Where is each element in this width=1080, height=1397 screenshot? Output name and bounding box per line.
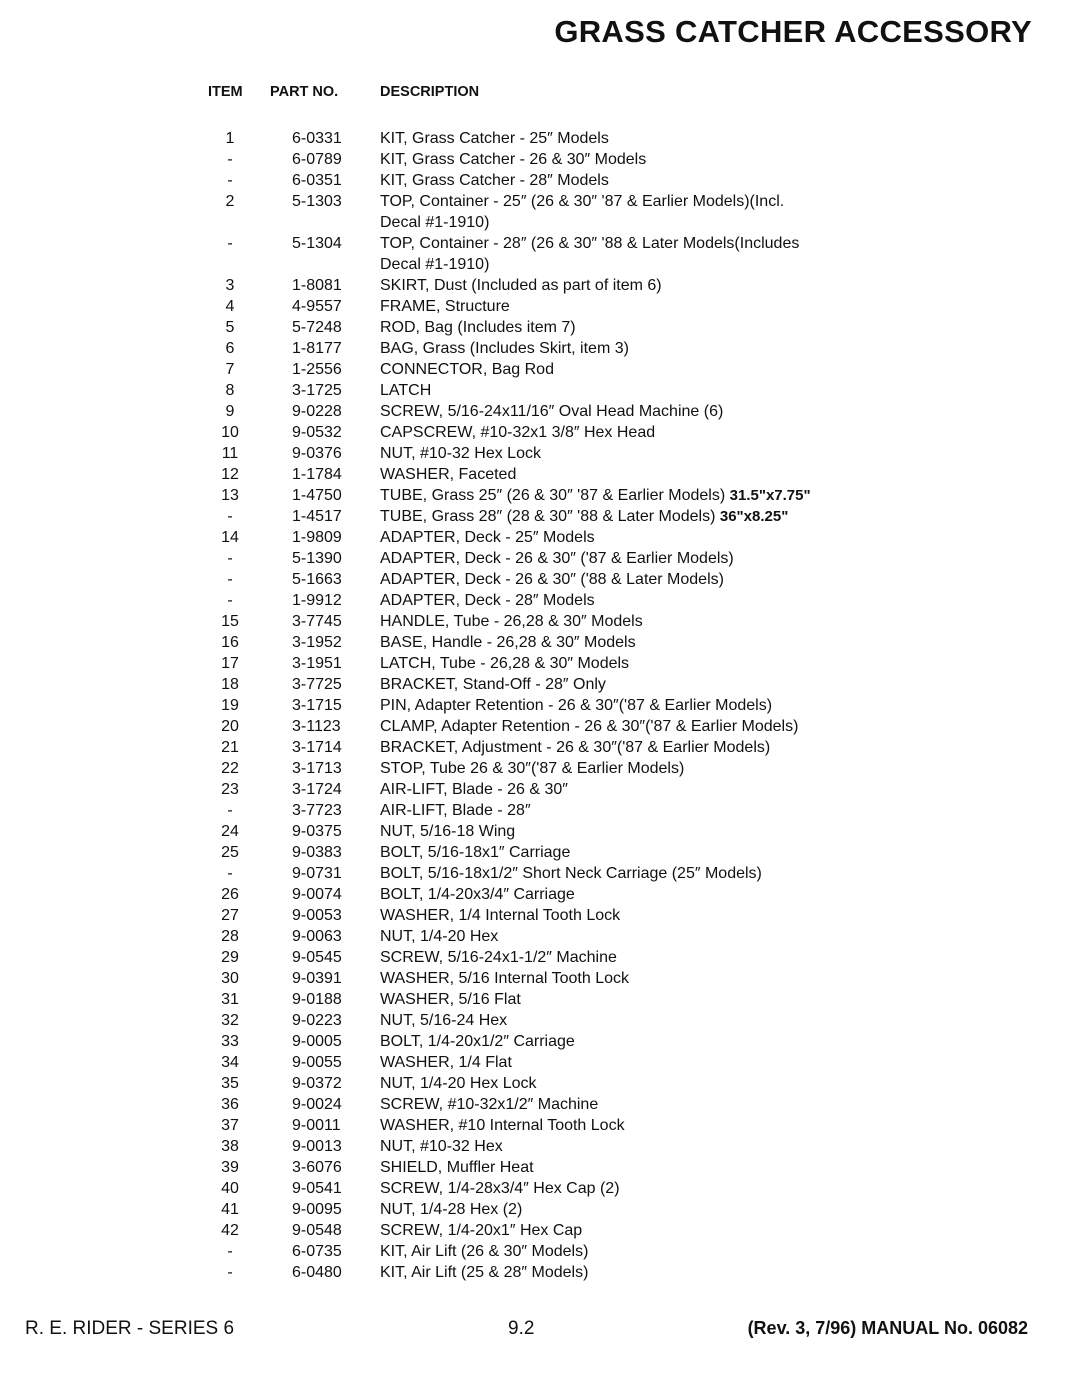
table-row [200, 506, 960, 527]
table-row [200, 737, 960, 758]
tube-size: 31.5"x7.75" [729, 487, 811, 504]
part-description [380, 149, 646, 170]
part-number: 3-1714 [292, 739, 342, 756]
table-row [200, 569, 960, 590]
description-text: SCREW, #10-32x1/2″ Machine [380, 1096, 599, 1113]
item-number: 37 [221, 1117, 239, 1134]
item-number: 29 [221, 949, 239, 966]
part-description [380, 170, 609, 191]
part-number: 3-1713 [292, 760, 342, 777]
parts-list [200, 128, 960, 1283]
part-description [380, 548, 734, 569]
part-description [380, 695, 772, 716]
description-text: WASHER, #10 Internal Tooth Lock [380, 1117, 625, 1134]
column-header-item: ITEM [208, 84, 243, 100]
part-description [380, 1052, 512, 1073]
item-number: 39 [221, 1159, 239, 1176]
description-text: BOLT, 5/16-18x1/2″ Short Neck Carriage (25″ Models) [380, 865, 762, 882]
part-number: 5-1390 [292, 550, 342, 567]
item-number: 41 [221, 1201, 239, 1218]
item-number: 26 [221, 886, 239, 903]
table-row [200, 1262, 960, 1283]
part-number: 9-0541 [292, 1180, 342, 1197]
part-description [380, 296, 510, 317]
part-description [380, 842, 570, 863]
item-number: 36 [221, 1096, 239, 1113]
description-text: AIR-LIFT, Blade - 26 & 30″ [380, 781, 568, 798]
table-row [200, 296, 960, 317]
part-description [380, 737, 770, 758]
part-number: 9-0391 [292, 970, 342, 987]
item-number: - [227, 1243, 233, 1260]
part-description [380, 191, 784, 233]
description-text: CAPSCREW, #10-32x1 3/8″ Hex Head [380, 424, 656, 441]
table-row [200, 1241, 960, 1262]
item-number: 19 [221, 697, 239, 714]
table-row [200, 653, 960, 674]
part-number: 9-0024 [292, 1096, 342, 1113]
part-number: 9-0053 [292, 907, 342, 924]
item-number: - [227, 508, 233, 525]
description-text: HANDLE, Tube - 26,28 & 30″ Models [380, 613, 643, 630]
part-description [380, 464, 516, 485]
part-description [380, 1178, 620, 1199]
item-number: 34 [221, 1054, 239, 1071]
column-header-part-no: PART NO. [270, 84, 339, 100]
part-description [380, 275, 662, 296]
part-description [380, 968, 629, 989]
item-number: 1 [225, 130, 235, 147]
description-text: SCREW, 5/16-24x11/16″ Oval Head Machine (6) [380, 403, 724, 420]
item-number: 6 [225, 340, 235, 357]
part-number: 3-1951 [292, 655, 342, 672]
description-text: NUT, 1/4-20 Hex [380, 928, 499, 945]
part-description [380, 989, 521, 1010]
item-number: 31 [221, 991, 239, 1008]
table-row [200, 1220, 960, 1241]
part-number: 9-0055 [292, 1054, 342, 1071]
item-number: 5 [225, 319, 235, 336]
part-number: 1-8177 [292, 340, 342, 357]
description-text: TOP, Container - 28″ (26 & 30″ '88 & Later Models(Includes Decal #1-1910) [380, 235, 800, 273]
description-text: TOP, Container - 25″ (26 & 30″ '87 & Earlier Models)(Incl. Decal #1-1910) [380, 193, 785, 231]
part-number: 5-1304 [292, 235, 342, 252]
item-number: - [227, 802, 233, 819]
part-number: 3-7725 [292, 676, 342, 693]
description-text: ROD, Bag (Includes item 7) [380, 319, 576, 336]
footer-manual-number: (Rev. 3, 7/96) MANUAL No. 06082 [747, 1318, 1028, 1338]
part-description [380, 527, 595, 548]
table-row [200, 1052, 960, 1073]
part-number: 1-2556 [292, 361, 342, 378]
item-number: - [227, 550, 233, 567]
item-number: 30 [221, 970, 239, 987]
table-row [200, 695, 960, 716]
description-text: STOP, Tube 26 & 30″('87 & Earlier Models) [380, 760, 685, 777]
part-description [380, 653, 629, 674]
part-description [380, 1115, 625, 1136]
part-description [380, 401, 723, 422]
table-row [200, 1115, 960, 1136]
part-description [380, 443, 541, 464]
table-row [200, 1094, 960, 1115]
description-text: ADAPTER, Deck - 25″ Models [380, 529, 595, 546]
part-description [380, 317, 576, 338]
item-number: - [227, 865, 233, 882]
part-description [380, 716, 798, 737]
item-number: 33 [221, 1033, 239, 1050]
table-row [200, 1199, 960, 1220]
part-number: 3-1724 [292, 781, 342, 798]
item-number: 18 [221, 676, 239, 693]
part-description [380, 674, 606, 695]
item-number: 17 [221, 655, 239, 672]
description-text: LATCH [380, 382, 432, 399]
description-text: KIT, Grass Catcher - 26 & 30″ Models [380, 151, 647, 168]
table-row [200, 632, 960, 653]
part-number: 9-0545 [292, 949, 342, 966]
table-row [200, 233, 960, 275]
item-number: 21 [221, 739, 239, 756]
part-number: 3-1952 [292, 634, 342, 651]
table-row [200, 926, 960, 947]
description-text: KIT, Grass Catcher - 28″ Models [380, 172, 609, 189]
item-number: - [227, 1264, 233, 1281]
part-number: 5-7248 [292, 319, 342, 336]
description-text: WASHER, 5/16 Internal Tooth Lock [380, 970, 630, 987]
description-text: NUT, #10-32 Hex [380, 1138, 503, 1155]
table-row [200, 1010, 960, 1031]
description-text: KIT, Air Lift (26 & 30″ Models) [380, 1243, 589, 1260]
part-description [380, 800, 531, 821]
part-description [380, 233, 799, 275]
part-number: 3-7723 [292, 802, 342, 819]
part-number: 1-4517 [292, 508, 342, 525]
item-number: 42 [221, 1222, 239, 1239]
table-row [200, 359, 960, 380]
item-number: 15 [221, 613, 239, 630]
item-number: 40 [221, 1180, 239, 1197]
part-number: 9-0548 [292, 1222, 342, 1239]
part-description [380, 128, 609, 149]
item-number: 38 [221, 1138, 239, 1155]
part-description [380, 821, 515, 842]
part-description [380, 485, 811, 506]
part-description [380, 632, 636, 653]
item-number: 3 [225, 277, 235, 294]
part-description [380, 1136, 503, 1157]
table-row [200, 128, 960, 149]
description-text: BOLT, 5/16-18x1″ Carriage [380, 844, 571, 861]
item-number: 24 [221, 823, 239, 840]
part-description [380, 1241, 588, 1262]
part-number: 9-0013 [292, 1138, 342, 1155]
part-description [380, 1199, 522, 1220]
description-text: ADAPTER, Deck - 26 & 30″ ('88 & Later Models) [380, 571, 724, 588]
table-row [200, 905, 960, 926]
part-number: 1-1784 [292, 466, 342, 483]
description-text: WASHER, 1/4 Internal Tooth Lock [380, 907, 621, 924]
part-number: 9-0375 [292, 823, 342, 840]
table-row [200, 149, 960, 170]
table-row [200, 590, 960, 611]
table-row [200, 821, 960, 842]
description-text: SCREW, 1/4-28x3/4″ Hex Cap (2) [380, 1180, 620, 1197]
item-number: 20 [221, 718, 239, 735]
item-number: 2 [225, 193, 235, 210]
part-number: 3-1123 [292, 718, 341, 735]
part-number: 1-8081 [292, 277, 342, 294]
part-number: 6-0351 [292, 172, 342, 189]
part-number: 1-9912 [292, 592, 342, 609]
description-text: LATCH, Tube - 26,28 & 30″ Models [380, 655, 630, 672]
part-number: 1-4750 [292, 487, 342, 504]
table-row [200, 1031, 960, 1052]
item-number: 25 [221, 844, 239, 861]
table-row [200, 485, 960, 506]
column-header-description: DESCRIPTION [380, 84, 480, 100]
table-row [200, 1178, 960, 1199]
table-row [200, 338, 960, 359]
table-row [200, 674, 960, 695]
footer-page-number: 9.2 [508, 1318, 535, 1339]
description-text: KIT, Grass Catcher - 25″ Models [380, 130, 609, 147]
part-description [380, 380, 431, 401]
item-number: - [227, 172, 233, 189]
part-description [380, 1157, 534, 1178]
part-number: 9-0383 [292, 844, 342, 861]
item-number: 32 [221, 1012, 239, 1029]
description-text: ADAPTER, Deck - 26 & 30″ ('87 & Earlier Models) [380, 550, 734, 567]
part-description [380, 758, 684, 779]
part-number: 9-0731 [292, 865, 342, 882]
item-number: 23 [221, 781, 239, 798]
description-text: BAG, Grass (Includes Skirt, item 3) [380, 340, 629, 357]
description-text: TUBE, Grass 28″ (28 & 30″ '88 & Later Models) [380, 508, 720, 525]
part-number: 9-0095 [292, 1201, 342, 1218]
table-row [200, 548, 960, 569]
table-row [200, 779, 960, 800]
part-description [380, 884, 575, 905]
part-number: 9-0074 [292, 886, 342, 903]
part-number: 9-0372 [292, 1075, 342, 1092]
item-number: 13 [221, 487, 239, 504]
table-row [200, 401, 960, 422]
part-number: 6-0735 [292, 1243, 342, 1260]
part-description [380, 926, 498, 947]
part-description [380, 779, 568, 800]
table-row [200, 758, 960, 779]
part-number: 1-9809 [292, 529, 342, 546]
table-row [200, 191, 960, 233]
page-title: GRASS CATCHER ACCESSORY [554, 14, 1032, 49]
description-text: BASE, Handle - 26,28 & 30″ Models [380, 634, 636, 651]
part-description [380, 1220, 582, 1241]
table-row [200, 1073, 960, 1094]
item-number: - [227, 571, 233, 588]
description-text: TUBE, Grass 25″ (26 & 30″ '87 & Earlier Models) [380, 487, 726, 504]
item-number: - [227, 592, 233, 609]
part-description [380, 947, 617, 968]
item-number: 28 [221, 928, 239, 945]
description-text: CONNECTOR, Bag Rod [380, 361, 554, 378]
table-row [200, 170, 960, 191]
table-row [200, 317, 960, 338]
part-description [380, 338, 629, 359]
description-text: WASHER, 1/4 Flat [380, 1054, 512, 1071]
part-number: 9-0376 [292, 445, 342, 462]
part-number: 9-0063 [292, 928, 342, 945]
table-row [200, 800, 960, 821]
part-description [380, 590, 595, 611]
table-row [200, 947, 960, 968]
item-number: 9 [225, 403, 235, 420]
table-row [200, 716, 960, 737]
tube-size: 36"x8.25" [719, 508, 789, 525]
table-row [200, 989, 960, 1010]
table-row [200, 1136, 960, 1157]
part-description [380, 1262, 588, 1283]
item-number: 16 [221, 634, 239, 651]
item-number: 11 [221, 445, 239, 462]
description-text: BOLT, 1/4-20x3/4″ Carriage [380, 886, 575, 903]
part-description [380, 611, 643, 632]
part-number: 4-9557 [292, 298, 342, 315]
item-number: 27 [221, 907, 239, 924]
table-row [200, 380, 960, 401]
table-row [200, 464, 960, 485]
table-row [200, 611, 960, 632]
part-number: 6-0480 [292, 1264, 342, 1281]
part-number: 9-0011 [292, 1117, 341, 1134]
table-row [200, 1157, 960, 1178]
description-text: NUT, 1/4-28 Hex (2) [380, 1201, 523, 1218]
part-description [380, 506, 788, 527]
description-text: CLAMP, Adapter Retention - 26 & 30″('87 & Earlier Models) [380, 718, 799, 735]
description-text: SCREW, 5/16-24x1-1/2″ Machine [380, 949, 617, 966]
part-description [380, 1094, 598, 1115]
part-number: 5-1663 [292, 571, 342, 588]
description-text: BRACKET, Adjustment - 26 & 30″('87 & Earlier Models) [380, 739, 771, 756]
part-description [380, 1010, 507, 1031]
part-number: 9-0228 [292, 403, 342, 420]
description-text: SHIELD, Muffler Heat [380, 1159, 534, 1176]
part-number: 9-0188 [292, 991, 342, 1008]
part-description [380, 569, 724, 590]
part-number: 6-0789 [292, 151, 342, 168]
part-number: 9-0005 [292, 1033, 342, 1050]
item-number: 35 [221, 1075, 239, 1092]
description-text: NUT, 1/4-20 Hex Lock [380, 1075, 537, 1092]
part-number: 3-7745 [292, 613, 342, 630]
table-row [200, 527, 960, 548]
description-text: SKIRT, Dust (Included as part of item 6) [380, 277, 662, 294]
footer-series: R. E. RIDER - SERIES 6 [25, 1318, 235, 1339]
part-number: 9-0223 [292, 1012, 342, 1029]
table-row [200, 275, 960, 296]
table-row [200, 842, 960, 863]
description-text: WASHER, Faceted [380, 466, 517, 483]
table-row [200, 884, 960, 905]
item-number: 22 [221, 760, 239, 777]
item-number: 4 [225, 298, 235, 315]
description-text: NUT, #10-32 Hex Lock [380, 445, 541, 462]
description-text: BOLT, 1/4-20x1/2″ Carriage [380, 1033, 575, 1050]
part-number: 3-6076 [292, 1159, 342, 1176]
description-text: BRACKET, Stand-Off - 28″ Only [380, 676, 606, 693]
part-description [380, 863, 762, 884]
description-text: KIT, Air Lift (25 & 28″ Models) [380, 1264, 589, 1281]
description-text: WASHER, 5/16 Flat [380, 991, 521, 1008]
part-description [380, 1073, 537, 1094]
table-row [200, 443, 960, 464]
item-number: - [227, 235, 233, 252]
description-text: ADAPTER, Deck - 28″ Models [380, 592, 595, 609]
part-number: 3-1715 [292, 697, 342, 714]
item-number: 12 [221, 466, 239, 483]
description-text: PIN, Adapter Retention - 26 & 30″('87 & Earlier Models) [380, 697, 773, 714]
part-number: 3-1725 [292, 382, 342, 399]
item-number: 7 [225, 361, 235, 378]
part-number: 9-0532 [292, 424, 342, 441]
part-description [380, 905, 620, 926]
part-number: 6-0331 [292, 130, 342, 147]
item-number: 10 [221, 424, 239, 441]
part-description [380, 1031, 575, 1052]
item-number: - [227, 151, 233, 168]
part-description [380, 422, 655, 443]
table-row [200, 968, 960, 989]
part-description [380, 359, 554, 380]
table-row [200, 422, 960, 443]
item-number: 8 [225, 382, 235, 399]
table-row [200, 863, 960, 884]
description-text: NUT, 5/16-24 Hex [380, 1012, 508, 1029]
description-text: SCREW, 1/4-20x1″ Hex Cap [380, 1222, 583, 1239]
description-text: FRAME, Structure [380, 298, 510, 315]
description-text: AIR-LIFT, Blade - 28″ [380, 802, 531, 819]
part-number: 5-1303 [292, 193, 342, 210]
item-number: 14 [221, 529, 239, 546]
description-text: NUT, 5/16-18 Wing [380, 823, 516, 840]
